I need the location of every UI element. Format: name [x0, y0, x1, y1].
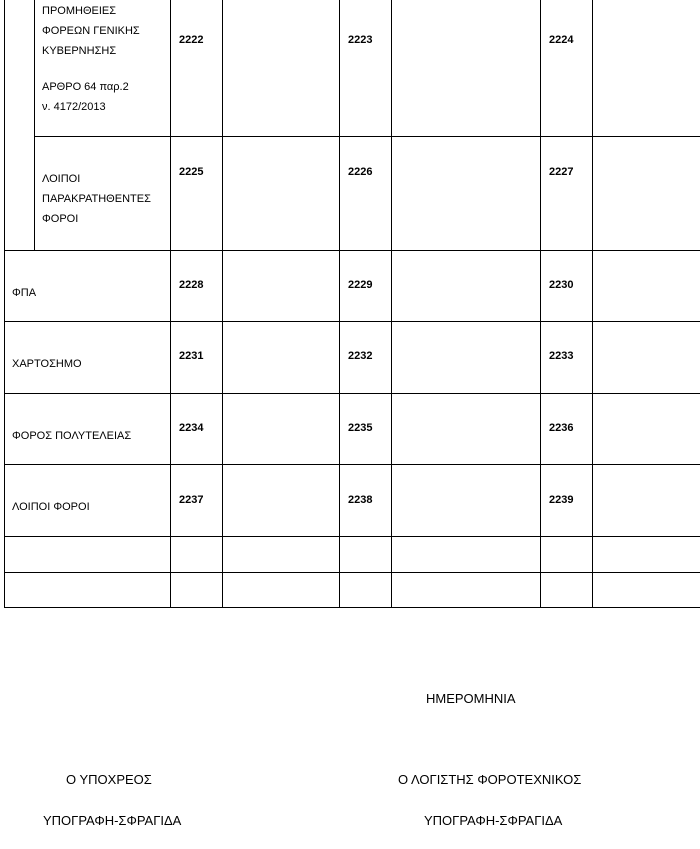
row-divider — [4, 393, 700, 394]
row-divider — [4, 536, 700, 537]
row-divider — [4, 321, 700, 322]
row-divider — [34, 136, 700, 137]
row-label-foros-polyteleias: ΦΟΡΟΣ ΠΟΛΥΤΕΛΕΙΑΣ — [12, 430, 132, 442]
code-cell: 2223 — [348, 34, 373, 46]
code-cell: 2227 — [549, 166, 574, 178]
row-label-loipoi-parakratithentes-line3: ΦΟΡΟΙ — [42, 213, 79, 225]
row-label-promitheies-line3: ΚΥΒΕΡΝΗΣΗΣ — [42, 45, 117, 57]
code-cell: 2226 — [348, 166, 373, 178]
row-label-promitheies-law-line1: ΑΡΘΡΟ 64 παρ.2 — [42, 81, 129, 93]
row-label-loipoi-parakratithentes-line1: ΛΟΙΠΟΙ — [42, 173, 81, 185]
code-cell: 2235 — [348, 422, 373, 434]
table-border-left — [4, 0, 5, 608]
column-divider — [592, 0, 593, 608]
row-divider — [4, 572, 700, 573]
row-label-loipoi-parakratithentes-line2: ΠΑΡΑΚΡΑΤΗΘΕΝΤΕΣ — [42, 193, 151, 205]
accountant-signature-label: ΥΠΟΓΡΑΦΗ-ΣΦΡΑΓΙΔΑ — [424, 813, 563, 828]
code-cell: 2232 — [348, 350, 373, 362]
row-label-chartosimo: ΧΑΡΤΟΣΗΜΟ — [12, 358, 82, 370]
obligor-signature-label: ΥΠΟΓΡΑΦΗ-ΣΦΡΑΓΙΔΑ — [43, 813, 182, 828]
column-divider — [170, 0, 171, 608]
row-label-promitheies-law-line2: ν. 4172/2013 — [42, 101, 106, 113]
column-divider — [222, 0, 223, 608]
code-cell: 2238 — [348, 494, 373, 506]
code-cell: 2230 — [549, 279, 574, 291]
obligor-label: Ο ΥΠΟΧΡΕΟΣ — [66, 772, 152, 787]
code-cell: 2239 — [549, 494, 574, 506]
code-cell: 2225 — [179, 166, 204, 178]
code-cell: 2222 — [179, 34, 204, 46]
row-label-promitheies-line2: ΦΟΡΕΩΝ ΓΕΝΙΚΗΣ — [42, 25, 140, 37]
code-cell: 2231 — [179, 350, 204, 362]
row-label-loipoi-foroi: ΛΟΙΠΟΙ ΦΟΡΟΙ — [12, 501, 90, 513]
column-divider — [391, 0, 392, 608]
column-divider — [540, 0, 541, 608]
code-cell: 2236 — [549, 422, 574, 434]
row-divider — [4, 250, 700, 251]
code-cell: 2229 — [348, 279, 373, 291]
code-cell: 2228 — [179, 279, 204, 291]
column-divider — [339, 0, 340, 608]
code-cell: 2234 — [179, 422, 204, 434]
row-label-fpa: ΦΠΑ — [12, 287, 37, 299]
code-cell: 2237 — [179, 494, 204, 506]
row-divider — [4, 607, 700, 608]
row-label-promitheies-line1: ΠΡΟΜΗΘΕΙΕΣ — [42, 5, 117, 17]
date-label: ΗΜΕΡΟΜΗΝΙΑ — [426, 691, 516, 706]
subcategory-divider — [34, 0, 35, 250]
code-cell: 2224 — [549, 34, 574, 46]
code-cell: 2233 — [549, 350, 574, 362]
row-divider — [4, 464, 700, 465]
accountant-label: Ο ΛΟΓΙΣΤΗΣ ΦΟΡΟΤΕΧΝΙΚΟΣ — [398, 772, 582, 787]
